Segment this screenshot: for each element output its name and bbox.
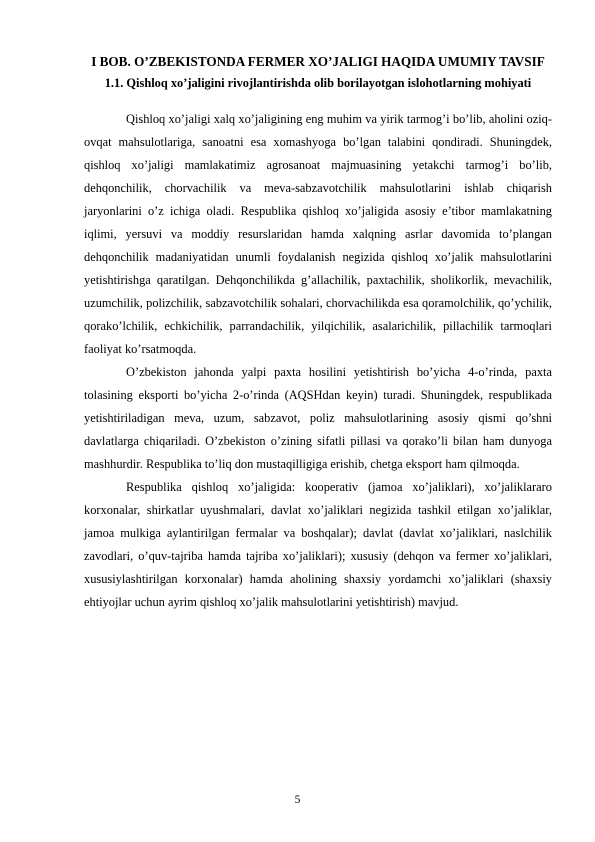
paragraph-1: Qishloq xo’jaligi xalq xo’jaligining eng muhim va yirik tarmog’i bo’lib, aholini oziq-ovqat mahsulotlariga, sanoatni esa xomashyoga bo’lgan talabini qondiradi. Shuningdek, qishloq xo’jaligi mamlakatimiz agrosanoat majmuasining yetakchi tarmog’i bo’lib, dehqonchilik, chorvachilik va meva-sabzavotchilik mahsulotlarini ishlab chiqarish jaryonlarini o’z ichiga oladi. Respublika qishloq xo’jaligida asosiy e’tibor mamlakatning iqlimi, yersuvi va moddiy resurslaridan hamda xalqning asrlar davomida to’plangan dehqonchilik madaniyatidan unumli foydalanish negizida qishloq xo’jalik mahsulotlarini yetishtirishga qaratilgan. Dehqonchilikda g’allachilik, paxtachilik, sholikorlik, mevachilik, uzumchilik, polizchilik, sabzavotchilik sohalari, chorvachilikda esa qoramolchilik, qo’ychilik, qorako’lchilik, echkichilik, parrandachilik, yilqichilik, asalarichilik, pillachilik tarmoqlari faoliyat ko’rsatmoqda. xyxy=(84,112,552,356)
paragraph-2: O’zbekiston jahonda yalpi paxta hosilini yetishtirish bo’yicha 4-o’rinda, paxta tolasining eksporti bo’yicha 2-o’rinda (AQSHdan keyin) turadi. Shuningdek, respublikada yetishtiriladigan meva, uzum, sabzavot, poliz mahsulotlarining asosiy qismi qo’shni davlatlarga chiqariladi. O’zbekiston o’zining sifatli pillasi va qorako’li bilan ham dunyoga mashhurdir. Respublika to’liq don mustaqilligiga erishib, chetga eksport ham qilmoqda. xyxy=(84,365,552,471)
chapter-title: I BOB. O’ZBEKISTONDA FERMER XO’JALIGI HAQIDA UMUMIY TAVSIF xyxy=(91,54,545,69)
paragraph-3: Respublika qishloq xo’jaligida: kooperativ (jamoa xo’jaliklari), xo’jaliklararo korxonalar, shirkatlar uyushmalari, davlat xo’jaliklari negizida tashkil etilgan xo’jaliklar, jamoa mulkiga aylantirilgan fermalar va boshqalar); davlat (davlat xo’jaliklari, naslchilik zavodlari, o’quv-tajriba hamda tajriba xo’jaliklari); xususiy (dehqon va fermer xo’jaliklari, xususiylashtirilgan korxonalar) hamda aholining shaxsiy yordamchi xo’jaliklari (shaxsiy ehtiyojlar uchun ayrim qishloq xo’jalik mahsulotlarini yetishtirish) mavjud. xyxy=(84,480,552,609)
page-number: 5 xyxy=(294,794,301,806)
page-content xyxy=(84,51,552,614)
section-title: 1.1. Qishloq xo’jaligini rivojlantirishda olib borilayotgan islohotlarning mohiyati xyxy=(104,75,532,90)
